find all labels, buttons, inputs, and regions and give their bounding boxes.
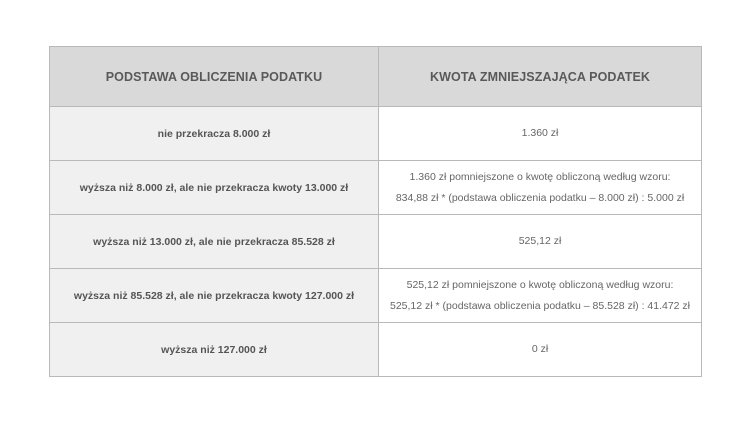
reduction-amount-cell (379, 215, 702, 269)
amount-formula-line: 834,88 zł * (podstawa obliczenia podatku – 8.000 zł) : 5.000 zł (395, 191, 685, 204)
header-tax-basis: PODSTAWA OBLICZENIA PODATKU (50, 47, 379, 107)
reduction-amount-cell (379, 107, 702, 161)
amount-formula-line: 525,12 zł * (podstawa obliczenia podatku – 85.528 zł) : 41.472 zł (389, 299, 691, 312)
table-row (50, 107, 702, 161)
table-header-row (50, 47, 702, 107)
amount-line: 1.360 zł (521, 127, 559, 139)
reduction-amount-cell (379, 269, 702, 323)
amount-line: 1.360 zł pomniejszone o kwotę obliczoną według wzoru: (409, 170, 671, 183)
tax-basis-cell: wyższa niż 127.000 zł (50, 323, 379, 377)
tax-basis-cell: wyższa niż 85.528 zł, ale nie przekracza kwoty 127.000 zł (50, 269, 379, 323)
table-row (50, 215, 702, 269)
table-row (50, 161, 702, 215)
table-row (50, 269, 702, 323)
amount-line: 525,12 zł (518, 235, 562, 247)
tax-reduction-table (49, 46, 702, 377)
tax-basis-cell: nie przekracza 8.000 zł (50, 107, 379, 161)
amount-line: 525,12 zł pomniejszone o kwotę obliczoną według wzoru: (406, 278, 674, 291)
table-row (50, 323, 702, 377)
amount-line: 0 zł (531, 343, 549, 355)
reduction-amount-cell (379, 161, 702, 215)
tax-basis-cell: wyższa niż 8.000 zł, ale nie przekracza kwoty 13.000 zł (50, 161, 379, 215)
header-reduction-amount: KWOTA ZMNIEJSZAJĄCA PODATEK (379, 47, 702, 107)
tax-basis-cell: wyższa niż 13.000 zł, ale nie przekracza 85.528 zł (50, 215, 379, 269)
reduction-amount-cell (379, 323, 702, 377)
